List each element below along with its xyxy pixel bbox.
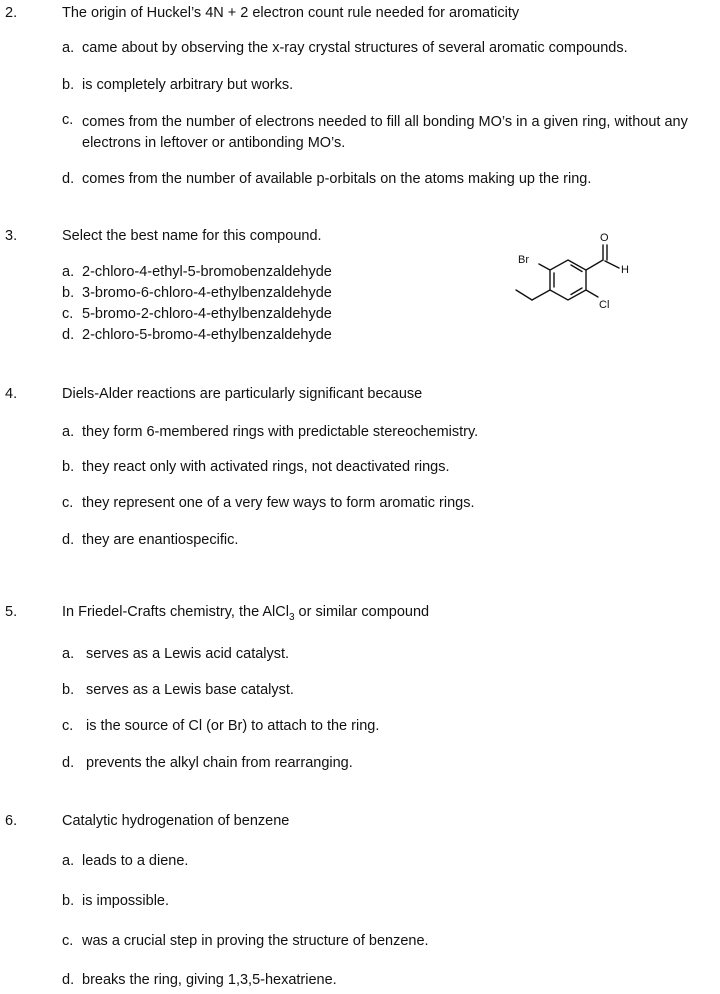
question-number: 3. [5, 228, 18, 244]
option-c [62, 112, 718, 154]
question-stem [62, 604, 429, 623]
option-c [62, 718, 379, 734]
chlorine-label: Cl [599, 299, 610, 311]
option-c [62, 933, 429, 949]
option-text: came about by observing the x-ray crystal structures of several aromatic compounds. [82, 40, 628, 56]
option-b [62, 459, 450, 475]
question-number: 4. [5, 386, 18, 402]
option-b [62, 285, 332, 301]
question-stem: Select the best name for this compound. [62, 228, 322, 244]
option-c [62, 306, 332, 322]
option-d [62, 171, 591, 187]
option-label: b. [62, 682, 75, 698]
option-label: a. [62, 646, 75, 662]
option-text: they form 6-membered rings with predictable stereochemistry. [82, 424, 479, 440]
option-d [62, 755, 353, 771]
bromine-bond [539, 264, 550, 270]
chlorine-bond [586, 290, 598, 297]
option-b [62, 682, 294, 698]
question-number: 2. [5, 5, 18, 21]
option-c [62, 495, 474, 511]
option-a [62, 424, 478, 440]
option-text: leads to a diene. [82, 853, 189, 869]
option-text: prevents the alkyl chain from rearranging. [86, 755, 353, 771]
option-label: a. [62, 40, 75, 56]
option-text: they represent one of a very few ways to form aromatic rings. [82, 495, 475, 511]
option-d [62, 327, 332, 343]
option-text: they react only with activated rings, not deactivated rings. [82, 459, 450, 475]
option-label: a. [62, 264, 75, 280]
stem-text: In Friedel-Crafts chemistry, the AlCl [62, 604, 289, 620]
option-a [62, 853, 188, 869]
option-text: 3-bromo-6-chloro-4-ethylbenzaldehyde [82, 285, 332, 301]
question-stem: Diels-Alder reactions are particularly significant because [62, 386, 423, 402]
option-text: is the source of Cl (or Br) to attach to the ring. [86, 718, 380, 734]
option-d [62, 532, 238, 548]
option-b [62, 893, 169, 909]
option-text: comes from the number of available p-orbitals on the atoms making up the ring. [82, 171, 592, 187]
option-label: d. [62, 327, 75, 343]
option-label: d. [62, 532, 75, 548]
question-number: 5. [5, 604, 18, 620]
stem-text: or similar compound [294, 604, 430, 620]
option-text: 5-bromo-2-chloro-4-ethylbenzaldehyde [82, 306, 332, 322]
option-label: b. [62, 893, 75, 909]
option-label: b. [62, 459, 75, 475]
aldehyde-bond [586, 260, 603, 270]
bromine-label: Br [518, 254, 529, 266]
option-text: 2-chloro-4-ethyl-5-bromobenzaldehyde [82, 264, 332, 280]
question-stem: Catalytic hydrogenation of benzene [62, 813, 290, 829]
option-a [62, 264, 332, 280]
option-label: b. [62, 285, 75, 301]
option-a [62, 40, 628, 56]
chemical-structure [508, 228, 648, 323]
option-text: is completely arbitrary but works. [82, 77, 294, 93]
option-label: c. [62, 306, 74, 322]
question-number: 6. [5, 813, 18, 829]
option-label: d. [62, 755, 75, 771]
option-text: serves as a Lewis acid catalyst. [86, 646, 290, 662]
ethyl-bond [532, 290, 550, 300]
question-stem: The origin of Huckel’s 4N + 2 electron count rule needed for aromaticity [62, 5, 520, 21]
option-label: d. [62, 171, 75, 187]
hydrogen-label: H [621, 264, 629, 276]
option-text: was a crucial step in proving the structure of benzene. [82, 933, 429, 949]
option-text: is impossible. [82, 893, 170, 909]
option-label: c. [62, 933, 74, 949]
option-label: d. [62, 972, 75, 988]
option-label: c. [62, 718, 74, 734]
oxygen-label: O [600, 232, 609, 244]
option-text: comes from the number of electrons needed to fill all bonding MO’s in a given ring, without any electrons in leftover or antibonding MO’s. [82, 114, 688, 151]
option-text: they are enantiospecific. [82, 532, 239, 548]
option-label: c. [62, 112, 74, 128]
option-b [62, 77, 293, 93]
option-text: serves as a Lewis base catalyst. [86, 682, 294, 698]
subscript: 3 [288, 611, 295, 623]
option-d [62, 972, 337, 988]
option-text: 2-chloro-5-bromo-4-ethylbenzaldehyde [82, 327, 332, 343]
option-label: a. [62, 853, 75, 869]
option-a [62, 646, 289, 662]
option-label: b. [62, 77, 75, 93]
benzene-ring [550, 260, 586, 300]
option-label: a. [62, 424, 75, 440]
option-label: c. [62, 495, 74, 511]
option-text: breaks the ring, giving 1,3,5-hexatriene. [82, 972, 337, 988]
